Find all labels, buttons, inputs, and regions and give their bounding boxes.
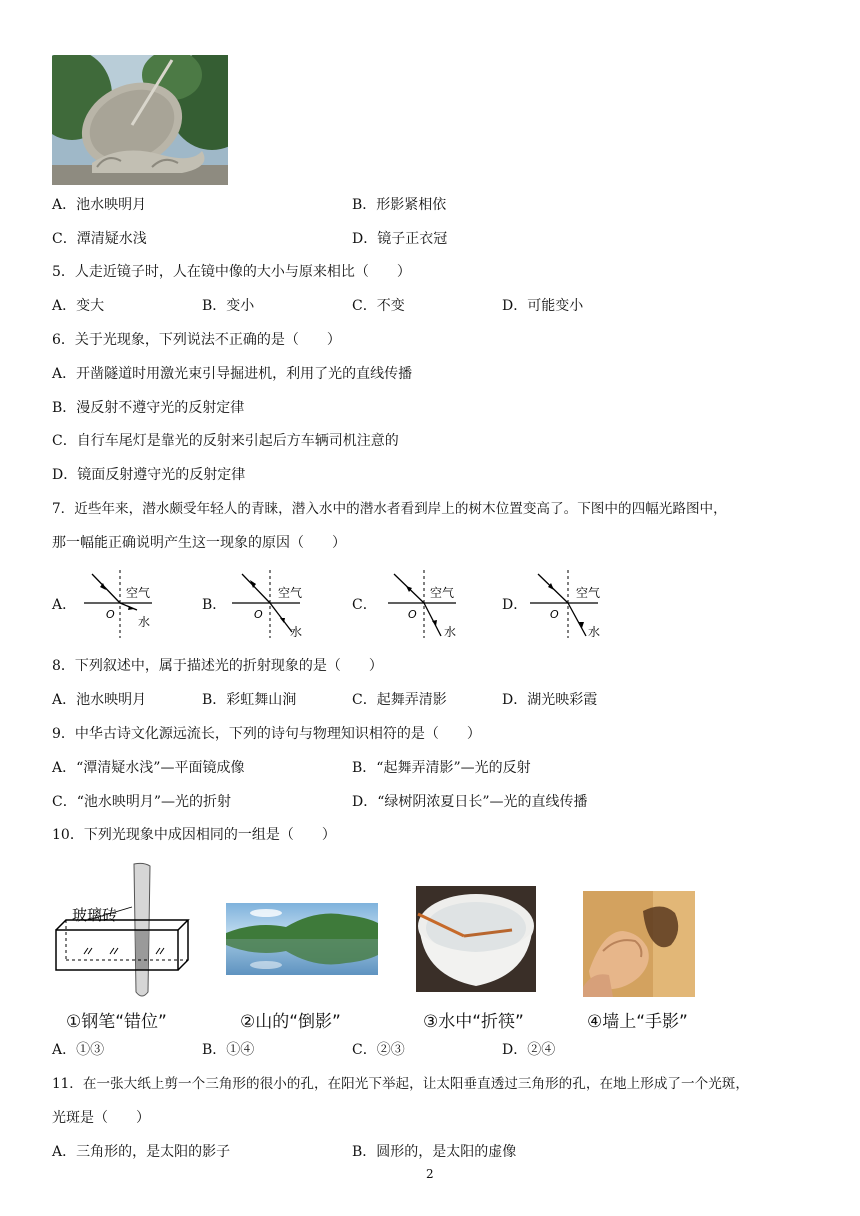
q8-stem: 8．下列叙述中，属于描述光的折射现象的是（ ）	[52, 658, 383, 674]
water-label: 水	[290, 625, 303, 639]
q11-stem-line1: 11．在一张大纸上剪一个三角形的很小的孔，在阳光下举起，让太阳垂直透过三角形的孔，在地上形成了一个光斑，	[52, 1076, 749, 1092]
q5-option-c: C．不变	[352, 298, 405, 314]
q9-option-d: D．“绿树阴浓夏日长”—光的直线传播	[352, 794, 588, 810]
q5-stem: 5．人走近镜子时，人在镜中像的大小与原来相比（ ）	[52, 264, 411, 280]
q10-option-d: D．②④	[502, 1042, 556, 1058]
q4-option-b: B．形影紧相依	[352, 197, 447, 213]
q10-glass-brick-diagram	[52, 862, 202, 1002]
q6-option-d: D．镜面反射遵守光的反射定律	[52, 467, 246, 483]
q10-hand-shadow-photo	[583, 891, 695, 997]
q10-mountain-reflection-photo	[226, 903, 378, 975]
air-label: 空气	[278, 586, 303, 600]
q7-diagram-c	[386, 568, 466, 640]
q9-stem: 9．中华古诗文化源远流长，下列的诗句与物理知识相符的是（ ）	[52, 726, 481, 742]
q6-option-c: C．自行车尾灯是靠光的反射来引起后方车辆司机注意的	[52, 433, 399, 449]
q8-option-c: C．起舞弄清影	[352, 692, 447, 708]
q11-stem-line2: 光斑是（ ）	[52, 1110, 150, 1126]
page-number: 2	[426, 1167, 434, 1181]
origin-label: O	[254, 608, 263, 621]
q7-option-b: B．	[202, 597, 227, 613]
q5-option-a: A．变大	[52, 298, 105, 314]
q4-option-d: D．镜子正衣冠	[352, 231, 448, 247]
q9-option-a: A．“潭清疑水浅”—平面镜成像	[52, 760, 245, 776]
air-label: 空气	[576, 586, 601, 600]
q10-caption-3: ③水中“折筷”	[423, 1012, 524, 1032]
q6-stem: 6．关于光现象，下列说法不正确的是（ ）	[52, 332, 341, 348]
q8-option-a: A．池水映明月	[52, 692, 147, 708]
water-label: 水	[588, 625, 601, 639]
q10-caption-4: ④墙上“手影”	[587, 1012, 688, 1032]
q6-option-a: A．开凿隧道时用激光束引导掘进机，利用了光的直线传播	[52, 366, 413, 382]
q8-option-d: D．湖光映彩霞	[502, 692, 598, 708]
q11-option-b: B．圆形的，是太阳的虚像	[352, 1144, 517, 1160]
q5-option-d: D．可能变小	[502, 298, 584, 314]
q10-option-c: C．②③	[352, 1042, 405, 1058]
origin-label: O	[408, 608, 417, 621]
q7-option-c: C．	[352, 597, 377, 613]
q9-option-b: B．“起舞弄清影”—光的反射	[352, 760, 531, 776]
sundial-photo	[52, 55, 228, 185]
origin-label: O	[550, 608, 559, 621]
q7-stem-line1: 7．近些年来，潜水颇受年轻人的青睐，潜入水中的潜水者看到岸上的树木位置变高了。下图中的四幅光路图中，	[52, 501, 727, 517]
q10-caption-2: ②山的“倒影”	[240, 1012, 341, 1032]
q10-option-b: B．①④	[202, 1042, 255, 1058]
q4-option-a: A．池水映明月	[52, 197, 147, 213]
origin-label: O	[106, 608, 115, 621]
q11-option-a: A．三角形的，是太阳的影子	[52, 1144, 231, 1160]
water-label: 水	[138, 615, 151, 629]
q10-option-a: A．①③	[52, 1042, 105, 1058]
glass-brick-label: 玻璃砖	[72, 906, 118, 924]
q10-stem: 10．下列光现象中成因相同的一组是（ ）	[52, 827, 336, 843]
q7-option-a: A．	[52, 597, 77, 613]
q10-bent-chopstick-photo	[416, 886, 536, 992]
q7-diagram-a	[82, 568, 162, 640]
q7-diagram-d	[528, 568, 608, 640]
air-label: 空气	[126, 586, 151, 600]
q9-option-c: C．“池水映明月”—光的折射	[52, 794, 232, 810]
q5-option-b: B．变小	[202, 298, 255, 314]
q4-option-c: C．潭清疑水浅	[52, 231, 147, 247]
air-label: 空气	[430, 586, 455, 600]
q6-option-b: B．漫反射不遵守光的反射定律	[52, 400, 245, 416]
q7-stem-line2: 那一幅能正确说明产生这一现象的原因（ ）	[52, 535, 346, 551]
q8-option-b: B．彩虹舞山涧	[202, 692, 297, 708]
water-label: 水	[444, 625, 457, 639]
q7-diagram-b	[230, 568, 310, 640]
q10-caption-1: ①钢笔“错位”	[66, 1012, 167, 1032]
q7-option-d: D．	[502, 597, 528, 613]
